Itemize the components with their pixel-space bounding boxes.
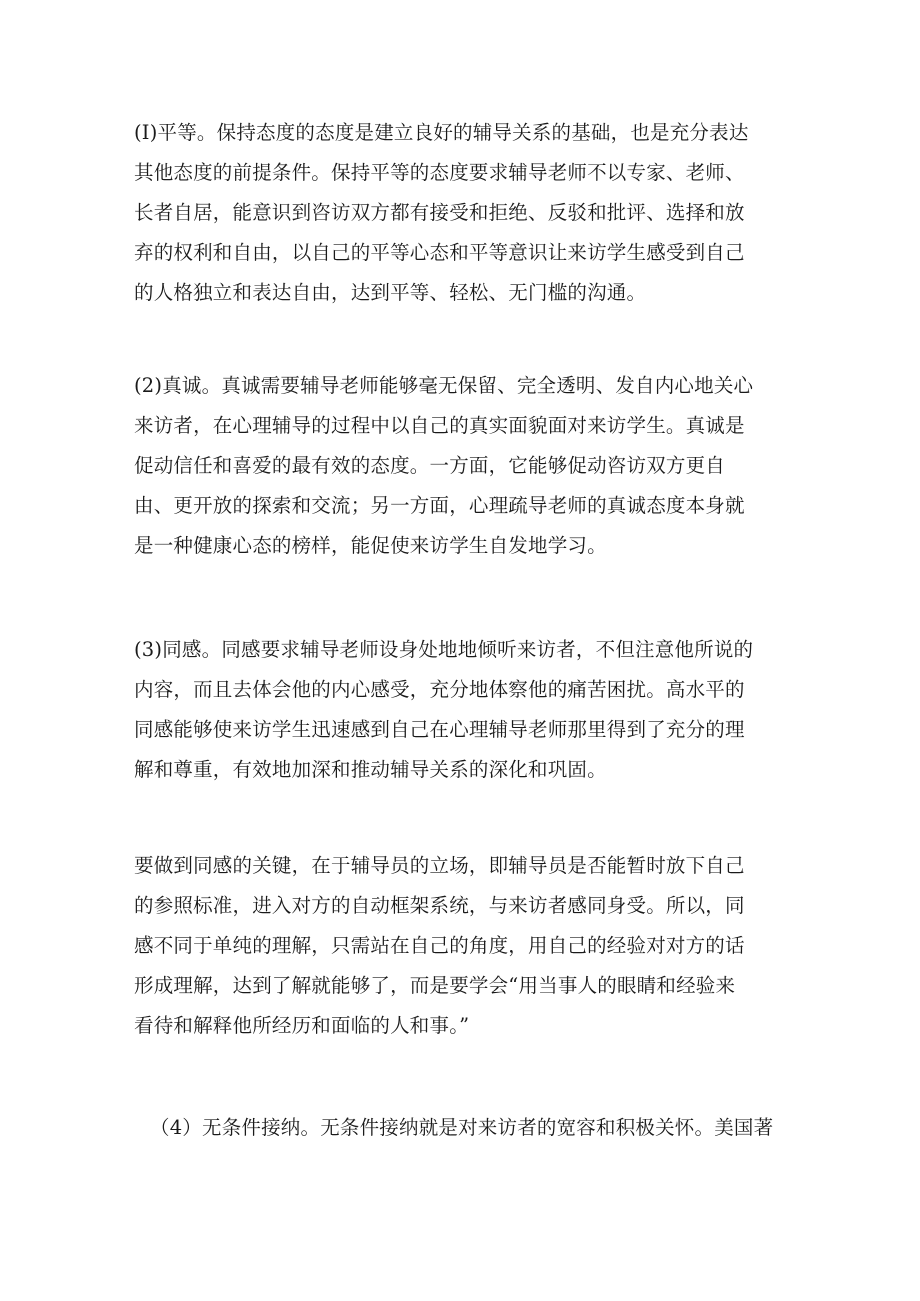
text-line: 是一种健康心态的榜样，能促使来访学生自发地学习。 bbox=[134, 534, 607, 557]
paragraph-equality bbox=[134, 113, 784, 313]
paragraph-empathy-key bbox=[134, 846, 784, 1046]
text-line: 要做到同感的关键，在于辅导员的立场，即辅导员是否能暂时放下自己 bbox=[134, 854, 745, 877]
text-line: 感不同于单纯的理解，只需站在自己的角度，用自己的经验对对方的话 bbox=[134, 934, 745, 957]
text-line: 内容，而且去体会他的内心感受，充分地体察他的痛苦困扰。高水平的 bbox=[134, 678, 745, 701]
text-line: 的人格独立和表达自由，达到平等、轻松、无门槛的沟通。 bbox=[134, 281, 647, 304]
text-line: 长者自居，能意识到咨访双方都有接受和拒绝、反驳和批评、选择和放 bbox=[134, 201, 745, 224]
text-line: (3)同感。同感要求辅导老师设身处地地倾听来访者，不但注意他所说的 bbox=[134, 638, 754, 661]
text-line: 看待和解释他所经历和面临的人和事。” bbox=[134, 1014, 470, 1037]
text-line: 来访者，在心理辅导的过程中以自己的真实面貌面对来访学生。真诚是 bbox=[134, 414, 745, 437]
text-line: 解和尊重，有效地加深和推动辅导关系的深化和巩固。 bbox=[134, 758, 607, 781]
text-line: (I)平等。保持态度的态度是建立良好的辅导关系的基础，也是充分表达 bbox=[134, 121, 749, 144]
text-line: 其他态度的前提条件。保持平等的态度要求辅导老师不以专家、老师、 bbox=[134, 161, 745, 184]
paragraph-sincerity bbox=[134, 366, 784, 566]
paragraph-unconditional-acceptance bbox=[150, 1108, 800, 1148]
text-line: 促动信任和喜爱的最有效的态度。一方面，它能够促动咨访双方更自 bbox=[134, 454, 726, 477]
paragraph-empathy bbox=[134, 630, 784, 790]
text-line: 由、更开放的探索和交流；另一方面，心理疏导老师的真诚态度本身就 bbox=[134, 494, 745, 517]
text-line: 同感能够使来访学生迅速感到自己在心理辅导老师那里得到了充分的理 bbox=[134, 718, 745, 741]
text-line: 形成理解，达到了解就能够了，而是要学会“用当事人的眼睛和经验来 bbox=[134, 974, 736, 997]
text-line: (2)真诚。真诚需要辅导老师能够毫无保留、完全透明、发自内心地关心 bbox=[134, 374, 754, 397]
text-line: 弃的权利和自由，以自己的平等心态和平等意识让来访学生感受到自己 bbox=[134, 241, 745, 264]
text-line: （4）无条件接纳。无条件接纳就是对来访者的宽容和积极关怀。美国著 bbox=[150, 1116, 774, 1139]
text-line: 的参照标准，进入对方的自动框架系统，与来访者感同身受。所以，同 bbox=[134, 894, 745, 917]
